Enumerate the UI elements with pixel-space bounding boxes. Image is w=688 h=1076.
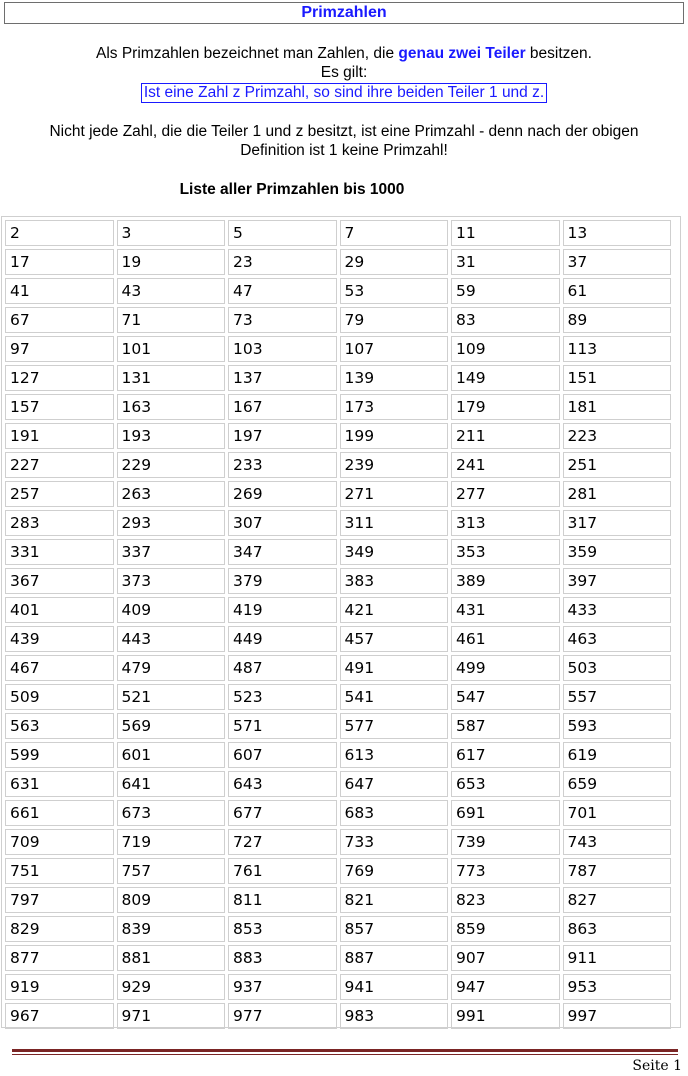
table-row bbox=[5, 568, 671, 594]
prime-cell: 383 bbox=[340, 568, 449, 594]
prime-cell: 101 bbox=[117, 336, 226, 362]
table-row bbox=[5, 771, 671, 797]
prime-cell: 773 bbox=[451, 858, 560, 884]
table-row bbox=[5, 655, 671, 681]
prime-cell: 967 bbox=[5, 1003, 114, 1029]
prime-cell: 347 bbox=[228, 539, 337, 565]
table-row bbox=[5, 394, 671, 420]
prime-cell: 421 bbox=[340, 597, 449, 623]
prime-cell: 643 bbox=[228, 771, 337, 797]
prime-cell: 263 bbox=[117, 481, 226, 507]
prime-cell: 431 bbox=[451, 597, 560, 623]
primes-table-body bbox=[5, 220, 671, 1029]
prime-cell: 619 bbox=[563, 742, 672, 768]
prime-cell: 499 bbox=[451, 655, 560, 681]
prime-cell: 439 bbox=[5, 626, 114, 652]
prime-cell: 983 bbox=[340, 1003, 449, 1029]
prime-cell: 251 bbox=[563, 452, 672, 478]
prime-cell: 877 bbox=[5, 945, 114, 971]
prime-cell: 379 bbox=[228, 568, 337, 594]
prime-cell: 193 bbox=[117, 423, 226, 449]
prime-cell: 941 bbox=[340, 974, 449, 1000]
prime-cell: 857 bbox=[340, 916, 449, 942]
prime-cell: 823 bbox=[451, 887, 560, 913]
table-row bbox=[5, 713, 671, 739]
prime-cell: 797 bbox=[5, 887, 114, 913]
prime-cell: 521 bbox=[117, 684, 226, 710]
prime-cell: 353 bbox=[451, 539, 560, 565]
prime-cell: 599 bbox=[5, 742, 114, 768]
prime-cell: 19 bbox=[117, 249, 226, 275]
prime-cell: 103 bbox=[228, 336, 337, 362]
prime-cell: 577 bbox=[340, 713, 449, 739]
prime-cell: 13 bbox=[563, 220, 672, 246]
table-row bbox=[5, 220, 671, 246]
prime-cell: 397 bbox=[563, 568, 672, 594]
prime-cell: 541 bbox=[340, 684, 449, 710]
table-row bbox=[5, 510, 671, 536]
prime-cell: 239 bbox=[340, 452, 449, 478]
prime-cell: 757 bbox=[117, 858, 226, 884]
prime-cell: 409 bbox=[117, 597, 226, 623]
prime-cell: 389 bbox=[451, 568, 560, 594]
prime-cell: 683 bbox=[340, 800, 449, 826]
table-row bbox=[5, 829, 671, 855]
prime-cell: 181 bbox=[563, 394, 672, 420]
prime-cell: 641 bbox=[117, 771, 226, 797]
prime-cell: 887 bbox=[340, 945, 449, 971]
prime-cell: 677 bbox=[228, 800, 337, 826]
prime-cell: 487 bbox=[228, 655, 337, 681]
prime-cell: 811 bbox=[228, 887, 337, 913]
prime-cell: 701 bbox=[563, 800, 672, 826]
prime-cell: 571 bbox=[228, 713, 337, 739]
prime-cell: 43 bbox=[117, 278, 226, 304]
prime-cell: 3 bbox=[117, 220, 226, 246]
es-gilt-text: Es gilt: bbox=[320, 64, 368, 81]
table-row bbox=[5, 249, 671, 275]
prime-cell: 919 bbox=[5, 974, 114, 1000]
prime-cell: 433 bbox=[563, 597, 672, 623]
prime-cell: 809 bbox=[117, 887, 226, 913]
prime-cell: 863 bbox=[563, 916, 672, 942]
prime-cell: 293 bbox=[117, 510, 226, 536]
prime-cell: 349 bbox=[340, 539, 449, 565]
prime-cell: 821 bbox=[340, 887, 449, 913]
prime-cell: 563 bbox=[5, 713, 114, 739]
prime-cell: 523 bbox=[228, 684, 337, 710]
prime-cell: 179 bbox=[451, 394, 560, 420]
prime-cell: 31 bbox=[451, 249, 560, 275]
prime-cell: 5 bbox=[228, 220, 337, 246]
prime-cell: 659 bbox=[563, 771, 672, 797]
prime-cell: 41 bbox=[5, 278, 114, 304]
prime-cell: 137 bbox=[228, 365, 337, 391]
prime-cell: 373 bbox=[117, 568, 226, 594]
prime-cell: 197 bbox=[228, 423, 337, 449]
prime-cell: 613 bbox=[340, 742, 449, 768]
table-row bbox=[5, 974, 671, 1000]
prime-cell: 631 bbox=[5, 771, 114, 797]
prime-cell: 839 bbox=[117, 916, 226, 942]
prime-cell: 607 bbox=[228, 742, 337, 768]
prime-cell: 131 bbox=[117, 365, 226, 391]
prime-cell: 601 bbox=[117, 742, 226, 768]
prime-cell: 557 bbox=[563, 684, 672, 710]
prime-cell: 449 bbox=[228, 626, 337, 652]
prime-cell: 107 bbox=[340, 336, 449, 362]
prime-cell: 977 bbox=[228, 1003, 337, 1029]
prime-cell: 149 bbox=[451, 365, 560, 391]
prime-cell: 647 bbox=[340, 771, 449, 797]
prime-cell: 167 bbox=[228, 394, 337, 420]
prime-cell: 271 bbox=[340, 481, 449, 507]
prime-cell: 653 bbox=[451, 771, 560, 797]
prime-cell: 241 bbox=[451, 452, 560, 478]
prime-cell: 29 bbox=[340, 249, 449, 275]
primes-table bbox=[2, 217, 674, 1032]
prime-cell: 59 bbox=[451, 278, 560, 304]
prime-cell: 127 bbox=[5, 365, 114, 391]
prime-cell: 911 bbox=[563, 945, 672, 971]
prime-cell: 617 bbox=[451, 742, 560, 768]
prime-cell: 227 bbox=[5, 452, 114, 478]
prime-cell: 23 bbox=[228, 249, 337, 275]
note-line-1 bbox=[4, 122, 684, 141]
prime-cell: 509 bbox=[5, 684, 114, 710]
prime-cell: 479 bbox=[117, 655, 226, 681]
prime-cell: 97 bbox=[5, 336, 114, 362]
prime-cell: 73 bbox=[228, 307, 337, 333]
prime-cell: 761 bbox=[228, 858, 337, 884]
table-row bbox=[5, 684, 671, 710]
prime-cell: 743 bbox=[563, 829, 672, 855]
prime-cell: 113 bbox=[563, 336, 672, 362]
table-row bbox=[5, 278, 671, 304]
prime-cell: 211 bbox=[451, 423, 560, 449]
prime-cell: 859 bbox=[451, 916, 560, 942]
prime-cell: 359 bbox=[563, 539, 672, 565]
prime-cell: 751 bbox=[5, 858, 114, 884]
prime-cell: 47 bbox=[228, 278, 337, 304]
prime-cell: 163 bbox=[117, 394, 226, 420]
prime-cell: 673 bbox=[117, 800, 226, 826]
prime-cell: 151 bbox=[563, 365, 672, 391]
prime-cell: 971 bbox=[117, 1003, 226, 1029]
prime-cell: 937 bbox=[228, 974, 337, 1000]
prime-cell: 311 bbox=[340, 510, 449, 536]
prime-cell: 929 bbox=[117, 974, 226, 1000]
prime-cell: 739 bbox=[451, 829, 560, 855]
prime-cell: 89 bbox=[563, 307, 672, 333]
prime-cell: 457 bbox=[340, 626, 449, 652]
prime-cell: 7 bbox=[340, 220, 449, 246]
prime-cell: 277 bbox=[451, 481, 560, 507]
footer-rule-thin bbox=[12, 1054, 678, 1055]
table-row bbox=[5, 452, 671, 478]
prime-cell: 331 bbox=[5, 539, 114, 565]
intro-paragraph bbox=[4, 44, 684, 63]
prime-cell: 2 bbox=[5, 220, 114, 246]
prime-cell: 443 bbox=[117, 626, 226, 652]
prime-cell: 907 bbox=[451, 945, 560, 971]
table-row bbox=[5, 945, 671, 971]
rule-line bbox=[4, 83, 684, 103]
note-line-1-text: Nicht jede Zahl, die die Teiler 1 und z besitzt, ist eine Primzahl - denn nach der obigen bbox=[49, 123, 639, 140]
page-number: Seite 1 bbox=[632, 1058, 682, 1074]
prime-cell: 587 bbox=[451, 713, 560, 739]
prime-cell: 139 bbox=[340, 365, 449, 391]
prime-cell: 317 bbox=[563, 510, 672, 536]
es-gilt-line bbox=[4, 63, 684, 82]
prime-cell: 953 bbox=[563, 974, 672, 1000]
prime-cell: 83 bbox=[451, 307, 560, 333]
table-row bbox=[5, 626, 671, 652]
prime-cell: 569 bbox=[117, 713, 226, 739]
prime-cell: 727 bbox=[228, 829, 337, 855]
intro-suffix: besitzen. bbox=[525, 45, 592, 62]
prime-cell: 337 bbox=[117, 539, 226, 565]
table-row bbox=[5, 800, 671, 826]
prime-cell: 829 bbox=[5, 916, 114, 942]
footer-rule-thick bbox=[12, 1049, 678, 1052]
prime-cell: 37 bbox=[563, 249, 672, 275]
list-heading: Liste aller Primzahlen bis 1000 bbox=[179, 181, 405, 198]
prime-cell: 53 bbox=[340, 278, 449, 304]
prime-cell: 257 bbox=[5, 481, 114, 507]
prime-cell: 491 bbox=[340, 655, 449, 681]
prime-cell: 991 bbox=[451, 1003, 560, 1029]
prime-cell: 157 bbox=[5, 394, 114, 420]
prime-cell: 733 bbox=[340, 829, 449, 855]
prime-cell: 367 bbox=[5, 568, 114, 594]
prime-cell: 269 bbox=[228, 481, 337, 507]
prime-cell: 191 bbox=[5, 423, 114, 449]
prime-cell: 419 bbox=[228, 597, 337, 623]
table-row bbox=[5, 916, 671, 942]
table-row bbox=[5, 365, 671, 391]
prime-cell: 593 bbox=[563, 713, 672, 739]
prime-cell: 769 bbox=[340, 858, 449, 884]
table-row bbox=[5, 858, 671, 884]
prime-cell: 709 bbox=[5, 829, 114, 855]
rule-box: Ist eine Zahl z Primzahl, so sind ihre beiden Teiler 1 und z. bbox=[141, 83, 547, 103]
note-line-2 bbox=[4, 141, 684, 160]
prime-cell: 67 bbox=[5, 307, 114, 333]
prime-cell: 827 bbox=[563, 887, 672, 913]
prime-cell: 283 bbox=[5, 510, 114, 536]
table-row bbox=[5, 307, 671, 333]
prime-cell: 463 bbox=[563, 626, 672, 652]
intro-prefix: Als Primzahlen bezeichnet man Zahlen, die bbox=[96, 45, 399, 62]
prime-cell: 11 bbox=[451, 220, 560, 246]
prime-cell: 947 bbox=[451, 974, 560, 1000]
table-row bbox=[5, 742, 671, 768]
prime-cell: 307 bbox=[228, 510, 337, 536]
prime-cell: 503 bbox=[563, 655, 672, 681]
table-row bbox=[5, 539, 671, 565]
intro-emphasis: genau zwei Teiler bbox=[398, 45, 526, 62]
prime-cell: 401 bbox=[5, 597, 114, 623]
prime-cell: 881 bbox=[117, 945, 226, 971]
prime-cell: 661 bbox=[5, 800, 114, 826]
note-line-2-text: Definition ist 1 keine Primzahl! bbox=[240, 142, 448, 159]
prime-cell: 467 bbox=[5, 655, 114, 681]
prime-cell: 71 bbox=[117, 307, 226, 333]
table-row bbox=[5, 336, 671, 362]
prime-cell: 461 bbox=[451, 626, 560, 652]
document-title bbox=[4, 2, 684, 24]
prime-cell: 223 bbox=[563, 423, 672, 449]
prime-cell: 719 bbox=[117, 829, 226, 855]
table-row bbox=[5, 481, 671, 507]
table-row bbox=[5, 597, 671, 623]
prime-cell: 199 bbox=[340, 423, 449, 449]
primes-table-frame bbox=[1, 216, 681, 1028]
prime-cell: 787 bbox=[563, 858, 672, 884]
prime-cell: 109 bbox=[451, 336, 560, 362]
prime-cell: 313 bbox=[451, 510, 560, 536]
prime-cell: 691 bbox=[451, 800, 560, 826]
prime-cell: 229 bbox=[117, 452, 226, 478]
table-row bbox=[5, 1003, 671, 1029]
prime-cell: 233 bbox=[228, 452, 337, 478]
prime-cell: 79 bbox=[340, 307, 449, 333]
prime-cell: 61 bbox=[563, 278, 672, 304]
prime-cell: 883 bbox=[228, 945, 337, 971]
table-row bbox=[5, 423, 671, 449]
prime-cell: 997 bbox=[563, 1003, 672, 1029]
prime-cell: 281 bbox=[563, 481, 672, 507]
prime-cell: 17 bbox=[5, 249, 114, 275]
document-title-text: Primzahlen bbox=[301, 4, 387, 21]
table-row bbox=[5, 887, 671, 913]
prime-cell: 853 bbox=[228, 916, 337, 942]
prime-cell: 173 bbox=[340, 394, 449, 420]
prime-cell: 547 bbox=[451, 684, 560, 710]
